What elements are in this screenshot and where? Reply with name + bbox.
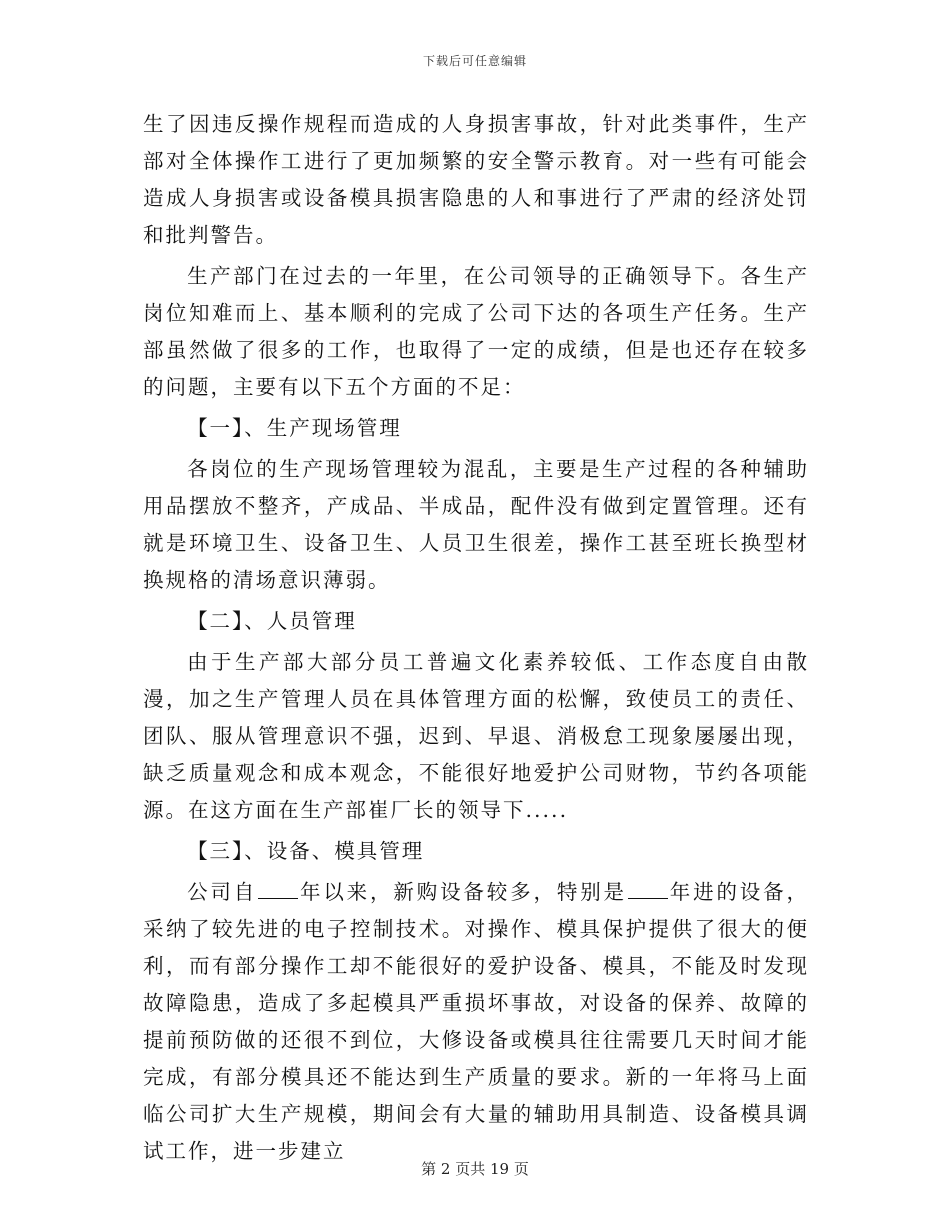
section-heading-3: 【三】、设备、模具管理 xyxy=(187,839,425,863)
paragraph-text-segment: 年进的设备，采纳了较先进的电子控制技术。对操作、模具保护提供了很大的便利，而有部分操作工却不能很好的爱护设备、模具，不能及时发现故障隐患，造成了多起模具严重损坏事故，对设备的保养、故障的提前预防做的还很不到位，大修设备或模具往往需要几天时间才能完成，有部分模具还不能达到生产质量的要求。新的一年将马上面临公司扩大生产规模，期间会有大量的辅助用具制造、设备模具调试工作，进一步建立 xyxy=(143,880,810,1163)
paragraph-equipment-management xyxy=(143,874,809,1170)
paragraph-summary: 生产部门在过去的一年里，在公司领导的正确领导下。各生产岗位知难而上、基本顺利的完成了公司下达的各项生产任务。生产部虽然做了很多的工作，也取得了一定的成绩，但是也还存在较多的问题，主要有以下五个方面的不足： xyxy=(143,264,809,399)
paragraph-text-segment: 公司自 xyxy=(187,880,258,904)
page-header-note: 下载后可任意编辑 xyxy=(422,54,527,68)
paragraph-continued: 生了因违反操作规程而造成的人身损害事故，针对此类事件，生产部对全体操作工进行了更加频繁的安全警示教育。对一些有可能会造成人身损害或设备模具损害隐患的人和事进行了严肃的经济处罚和批判警告。 xyxy=(143,112,809,247)
section-heading-1: 【一】、生产现场管理 xyxy=(187,416,402,440)
section-heading-2: 【二】、人员管理 xyxy=(187,609,357,633)
document-body xyxy=(143,106,809,1170)
paragraph-site-management: 各岗位的生产现场管理较为混乱，主要是生产过程的各种辅助用品摆放不整齐，产成品、半成品，配件没有做到定置管理。还有就是环境卫生、设备卫生、人员卫生很差，操作工甚至班长换型材换规格的清场意识薄弱。 xyxy=(143,457,809,592)
paragraph-personnel-management: 由于生产部大部分员工普遍文化素养较低、工作态度自由散漫，加之生产管理人员在具体管理方面的松懈，致使员工的责任、团队、服从管理意识不强，迟到、早退、消极怠工现象屡屡出现，缺乏质量观念和成本观念，不能很好地爱护公司财物，节约各项能源。在这方面在生产部崔厂长的领导下..... xyxy=(143,650,809,822)
fill-in-blank xyxy=(628,878,668,899)
paragraph-text-segment: 年以来，新购设备较多，特别是 xyxy=(299,880,627,904)
page-number: 第 2 页共 19 页 xyxy=(421,1160,529,1178)
fill-in-blank xyxy=(258,878,298,899)
